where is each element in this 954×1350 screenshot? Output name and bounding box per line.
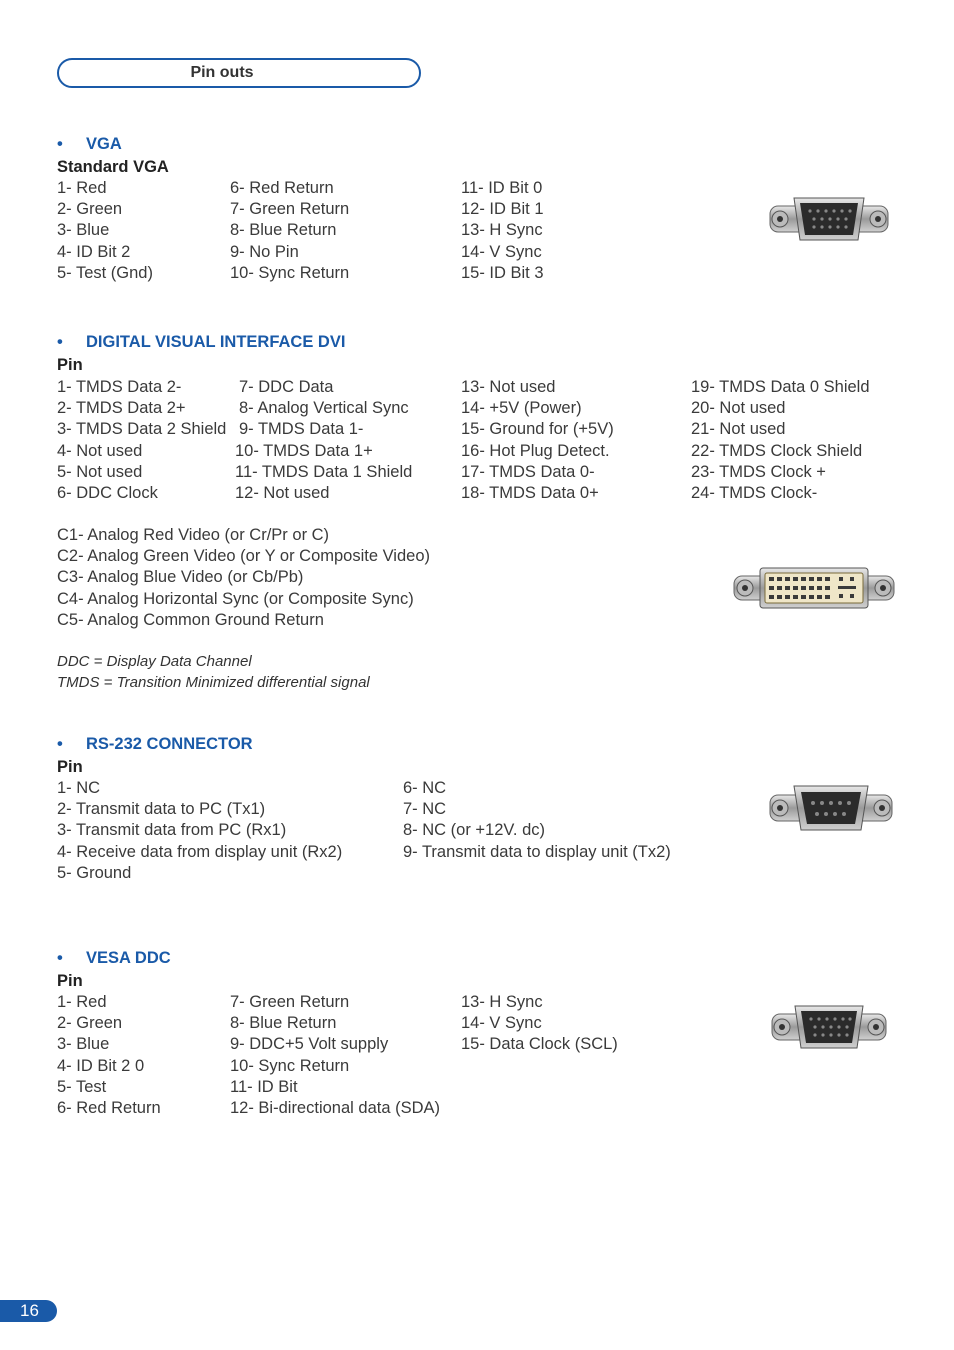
vesa-connector-icon: [770, 1003, 888, 1051]
dvi-col-1: [57, 377, 226, 504]
list-item: 7- NC: [403, 800, 447, 819]
dvi-notes: [57, 651, 370, 693]
list-item: C3- Analog Blue Video (or Cb/Pb): [57, 568, 304, 587]
dvi-col-4: [691, 377, 870, 504]
bullet: •: [57, 135, 63, 153]
list-item: 2- Transmit data to PC (Tx1): [57, 800, 266, 819]
dvi-col-2: [235, 377, 412, 504]
vesa-subtitle: Pin: [57, 972, 83, 990]
list-item: 11- TMDS Data 1 Shield: [235, 462, 413, 481]
list-item: 14- V Sync: [461, 1014, 542, 1033]
bullet: •: [57, 949, 63, 967]
list-item: 19- TMDS Data 0 Shield: [691, 378, 870, 396]
section-title-vesa: VESA DDC: [86, 949, 171, 967]
list-item: 2- TMDS Data 2+: [57, 399, 186, 418]
list-item: 13- H Sync: [461, 993, 543, 1011]
list-item: C2- Analog Green Video (or Y or Composite Video): [57, 547, 430, 566]
db9-connector-icon: [768, 783, 894, 833]
rs232-subtitle: Pin: [57, 758, 83, 776]
list-item: 9- No Pin: [230, 242, 299, 261]
vga-subtitle: Standard VGA: [57, 158, 169, 176]
list-item: 1- Red: [57, 179, 107, 197]
list-item: 3- Blue: [57, 221, 110, 240]
list-item: 7- Green Return: [230, 993, 350, 1011]
list-item: 12- Not used: [235, 484, 330, 503]
list-item: 24- TMDS Clock-: [691, 484, 818, 503]
list-item: 21- Not used: [691, 420, 786, 439]
list-item: C5- Analog Common Ground Return: [57, 610, 324, 629]
list-item: 4- Not used: [57, 441, 143, 460]
list-item: 2- Green: [57, 1014, 123, 1033]
list-item: 9- Transmit data to display unit (Tx2): [403, 842, 671, 861]
list-item: 1- TMDS Data 2-: [57, 378, 182, 396]
section-title-rs232: RS-232 CONNECTOR: [86, 735, 253, 753]
list-item: 11- ID Bit 0: [461, 179, 543, 197]
list-item: 9- TMDS Data 1-: [239, 420, 364, 439]
dvi-connector-icon: [732, 566, 896, 610]
rs232-col-2: [403, 778, 671, 863]
list-item: 13- H Sync: [461, 221, 543, 240]
list-item: 4- Receive data from display unit (Rx2): [57, 842, 343, 861]
list-item: 22- TMDS Clock Shield: [691, 441, 863, 460]
list-item: 6- DDC Clock: [57, 484, 158, 503]
list-item: 9- DDC+5 Volt supply: [230, 1035, 389, 1054]
dvi-analog-list: [57, 525, 430, 631]
note-tmds: TMDS = Transition Minimized differential signal: [57, 674, 370, 691]
dvi-col-3: [461, 377, 614, 504]
list-item: 11- ID Bit: [230, 1077, 298, 1096]
vga-col-1: [57, 178, 153, 284]
list-item: C1- Analog Red Video (or Cr/Pr or C): [57, 526, 330, 544]
list-item: 3- Blue: [57, 1035, 110, 1054]
list-item: 7- Green Return: [230, 200, 350, 219]
list-item: 6- NC: [403, 779, 447, 797]
list-item: 16- Hot Plug Detect.: [461, 441, 610, 460]
page-number: 16: [0, 1300, 57, 1322]
section-title-dvi: DIGITAL VISUAL INTERFACE DVI: [86, 333, 346, 351]
list-item: 6- Red Return: [230, 179, 334, 197]
list-item: 8- NC (or +12V. dc): [403, 821, 545, 840]
list-item: 10- Sync Return: [230, 1056, 350, 1075]
vga-col-2: [230, 178, 349, 284]
vga-connector-icon: [768, 194, 890, 244]
list-item: 20- Not used: [691, 399, 786, 418]
vga-col-3: [461, 178, 544, 284]
list-item: 3- Transmit data from PC (Rx1): [57, 821, 287, 840]
list-item: 13- Not used: [461, 378, 556, 396]
list-item: 23- TMDS Clock +: [691, 462, 826, 481]
list-item: 5- Not used: [57, 462, 143, 481]
list-item: 1- Red: [57, 993, 107, 1011]
list-item: 10- TMDS Data 1+: [235, 441, 373, 460]
list-item: 4- ID Bit 2 0: [57, 1056, 145, 1075]
list-item: 5- Test (Gnd): [57, 263, 153, 282]
list-item: 7- DDC Data: [239, 378, 334, 396]
list-item: 5- Test: [57, 1077, 107, 1096]
list-item: 2- Green: [57, 200, 123, 219]
rs232-col-1: [57, 778, 342, 884]
list-item: 10- Sync Return: [230, 263, 350, 282]
section-title-vga: VGA: [86, 135, 122, 153]
list-item: 12- ID Bit 1: [461, 200, 544, 219]
vesa-col-1: [57, 992, 161, 1119]
list-item: 14- +5V (Power): [461, 399, 582, 418]
list-item: 18- TMDS Data 0+: [461, 484, 599, 503]
list-item: 8- Analog Vertical Sync: [239, 399, 409, 418]
list-item: 1- NC: [57, 779, 101, 797]
list-item: 6- Red Return: [57, 1099, 161, 1118]
page-title: Pin outs: [190, 64, 254, 81]
list-item: 12- Bi-directional data (SDA): [230, 1099, 441, 1118]
bullet: •: [57, 735, 63, 753]
list-item: 8- Blue Return: [230, 221, 337, 240]
vesa-col-2: [230, 992, 440, 1119]
list-item: 15- ID Bit 3: [461, 263, 544, 282]
list-item: 3- TMDS Data 2 Shield: [57, 420, 227, 439]
note-ddc: DDC = Display Data Channel: [57, 653, 252, 670]
list-item: 15- Ground for (+5V): [461, 420, 614, 439]
list-item: 17- TMDS Data 0-: [461, 462, 595, 481]
list-item: C4- Analog Horizontal Sync (or Composite Sync): [57, 589, 414, 608]
vesa-col-3: [461, 992, 618, 1056]
list-item: 15- Data Clock (SCL): [461, 1035, 618, 1054]
bullet: •: [57, 333, 63, 351]
list-item: 4- ID Bit 2: [57, 242, 131, 261]
list-item: 5- Ground: [57, 863, 132, 882]
list-item: 14- V Sync: [461, 242, 542, 261]
dvi-subtitle: Pin: [57, 356, 83, 374]
list-item: 8- Blue Return: [230, 1014, 337, 1033]
